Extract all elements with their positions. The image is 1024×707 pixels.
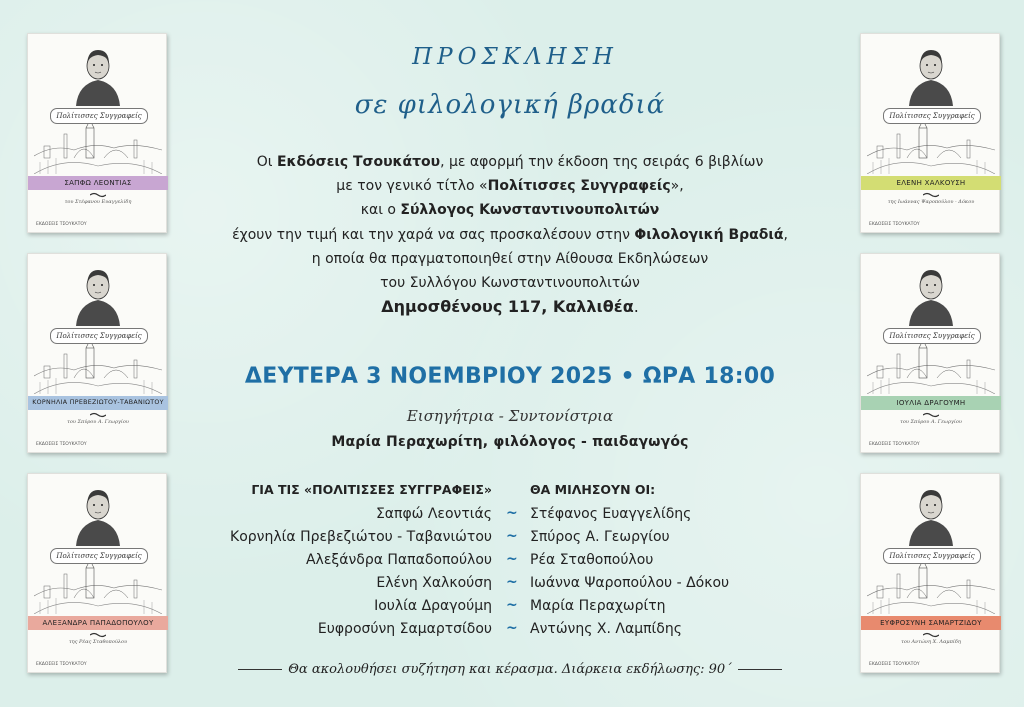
intro-line: με τον γενικό τίτλο «Πολίτισσες Συγγραφείς»,: [336, 178, 684, 195]
ornament-icon: [90, 412, 106, 418]
book-author: της Ρέας Σταθοπούλου: [68, 639, 128, 645]
intro-line: η οποία θα πραγματοποιηθεί στην Αίθουσα Εκδηλώσεων: [311, 250, 709, 267]
invitation-subtitle: σε φιλολογική βραδιά: [354, 90, 666, 120]
intro-line: και ο Σύλλογος Κωνσταντινουπολιτών: [360, 202, 660, 219]
speaker-name: Αντώνης Χ. Λαμπίδης: [530, 621, 682, 637]
tilde-separator: ~: [506, 505, 518, 521]
series-label: Πολίτισσες Συγγραφείς: [883, 548, 981, 564]
intro-line: του Συλλόγου Κωνσταντινουπολιτών: [380, 275, 640, 292]
tilde-separator: ~: [506, 551, 518, 567]
writer-name: Ευφροσύνη Σαμαρτσίδου: [317, 621, 492, 637]
ornament-icon: [90, 192, 106, 198]
invitation-title: ΠΡΟΣΚΛΗΣΗ: [412, 44, 618, 70]
speakers-header: ΘΑ ΜΙΛΗΣΟΥΝ ΟΙ:: [530, 482, 656, 497]
speaker-row: [0, 621, 1024, 643]
series-label: Πολίτισσες Συγγραφείς: [883, 328, 981, 344]
speaker-row: [0, 575, 1024, 597]
association-name: Σύλλογος Κωνσταντινουπολιτών: [400, 202, 660, 219]
footer-note: [200, 662, 820, 682]
tilde-separator: ~: [506, 597, 518, 613]
writer-name: Ελένη Χαλκούση: [376, 575, 492, 591]
invitation-intro: [190, 150, 830, 319]
book-cover-ioulia: [860, 253, 1000, 453]
publisher-label: ΕΚΔΟΣΕΙΣ ΤΣΟΥΚΑΤΟΥ: [36, 662, 87, 667]
speaker-row: [0, 506, 1024, 528]
city-illustration: [867, 336, 995, 394]
publisher-label: ΕΚΔΟΣΕΙΣ ΤΣΟΥΚΑΤΟΥ: [869, 222, 920, 227]
book-author: του Στέφανου Ευαγγελίδη: [64, 199, 132, 205]
writers-header: ΓΙΑ ΤΙΣ «ΠΟΛΙΤΙΣΣΕΣ ΣΥΓΓΡΑΦΕΙΣ»: [251, 482, 492, 497]
portrait-image: [72, 264, 124, 326]
book-author: του Αντώνη Χ. Λαμπίδη: [901, 639, 961, 645]
city-illustration: [34, 116, 162, 174]
ornament-icon: [923, 412, 939, 418]
book-cover-kornilia: [27, 253, 167, 453]
writer-name: Αλεξάνδρα Παπαδοπούλου: [305, 552, 492, 568]
book-title-band: ΚΟΡΝΗΛΙΑ ΠΡΕΒΕΖΙΩΤΟΥ-ΤΑΒΑΝΙΩΤΟΥ: [28, 396, 168, 410]
book-cover-sapfo: [27, 33, 167, 233]
publisher-name: Εκδόσεις Τσουκάτου: [276, 154, 441, 170]
coordinator-name: Μαρία Περαχωρίτη, φιλόλογος - παιδαγωγός: [331, 434, 689, 450]
series-label: Πολίτισσες Συγγραφείς: [50, 548, 148, 564]
city-illustration: [867, 116, 995, 174]
speaker-name: Σπύρος Α. Γεωργίου: [530, 529, 670, 545]
book-author: του Σπύρου Α. Γεωργίου: [67, 419, 129, 425]
tilde-separator: ~: [506, 574, 518, 590]
speaker-name: Μαρία Περαχωρίτη: [530, 598, 666, 614]
speaker-name: Στέφανος Ευαγγελίδης: [530, 506, 692, 522]
ornament-icon: [923, 192, 939, 198]
portrait-image: [905, 44, 957, 106]
publisher-label: ΕΚΔΟΣΕΙΣ ΤΣΟΥΚΑΤΟΥ: [36, 222, 87, 227]
coordinator-role: Εισηγήτρια - Συντονίστρια: [406, 407, 614, 425]
venue-address: Δημοσθένους 117, Καλλιθέα.: [381, 297, 639, 317]
speaker-row: [0, 529, 1024, 551]
speaker-row: [0, 552, 1024, 574]
event-date-time: ΔΕΥΤΕΡΑ 3 ΝΟΕΜΒΡΙΟΥ 2025 • ΩΡΑ 18:00: [244, 364, 776, 389]
city-illustration: [34, 336, 162, 394]
series-title: Πολίτισσες Συγγραφείς: [487, 178, 671, 195]
book-title-band: ΕΥΦΡΟΣΥΝΗ ΣΑΜΑΡΤΖΙΔΟΥ: [861, 616, 1001, 630]
intro-line: έχουν την τιμή και την χαρά να σας προσκαλέσουν στην Φιλολογική Βραδιά,: [232, 226, 788, 243]
series-label: Πολίτισσες Συγγραφείς: [50, 108, 148, 124]
series-label: Πολίτισσες Συγγραφείς: [883, 108, 981, 124]
portrait-image: [72, 44, 124, 106]
book-title-band: ΑΛΕΞΑΝΔΡΑ ΠΑΠΑΔΟΠΟΥΛΟΥ: [28, 616, 168, 630]
book-author: της Ιωάννας Ψαροπούλου - Δόκου: [887, 199, 975, 205]
intro-line: Οι Εκδόσεις Τσουκάτου, με αφορμή την έκδοση της σειράς 6 βιβλίων: [256, 154, 764, 170]
divider: [738, 669, 782, 670]
writer-name: Σαπφώ Λεοντιάς: [375, 506, 492, 522]
speaker-name: Ιωάννα Ψαροπούλου - Δόκου: [530, 575, 730, 591]
publisher-label: ΕΚΔΟΣΕΙΣ ΤΣΟΥΚΑΤΟΥ: [869, 662, 920, 667]
writer-name: Κορνηλία Πρεβεζιώτου - Ταβανιώτου: [230, 529, 492, 545]
book-author: του Σπύρου Α. Γεωργίου: [900, 419, 962, 425]
book-title-band: ΣΑΠΦΩ ΛΕΟΝΤΙΑΣ: [28, 176, 168, 190]
divider: [238, 669, 282, 670]
series-label: Πολίτισσες Συγγραφείς: [50, 328, 148, 344]
book-cover-eleni: [860, 33, 1000, 233]
publisher-label: ΕΚΔΟΣΕΙΣ ΤΣΟΥΚΑΤΟΥ: [869, 442, 920, 447]
book-title-band: ΙΟΥΛΙΑ ΔΡΑΓΟΥΜΗ: [861, 396, 1001, 410]
writer-name: Ιουλία Δραγούμη: [374, 598, 492, 614]
tilde-separator: ~: [506, 620, 518, 636]
speaker-name: Ρέα Σταθοπούλου: [530, 552, 654, 568]
portrait-image: [905, 264, 957, 326]
tilde-separator: ~: [506, 528, 518, 544]
speaker-row: [0, 598, 1024, 620]
publisher-label: ΕΚΔΟΣΕΙΣ ΤΣΟΥΚΑΤΟΥ: [36, 442, 87, 447]
event-name: Φιλολογική Βραδιά: [634, 226, 784, 243]
book-title-band: ΕΛΕΝΗ ΧΑΛΚΟΥΣΗ: [861, 176, 1001, 190]
footer-text: Θα ακολουθήσει συζήτηση και κέρασμα. Διάρκεια εκδήλωσης: 90΄: [288, 662, 732, 677]
